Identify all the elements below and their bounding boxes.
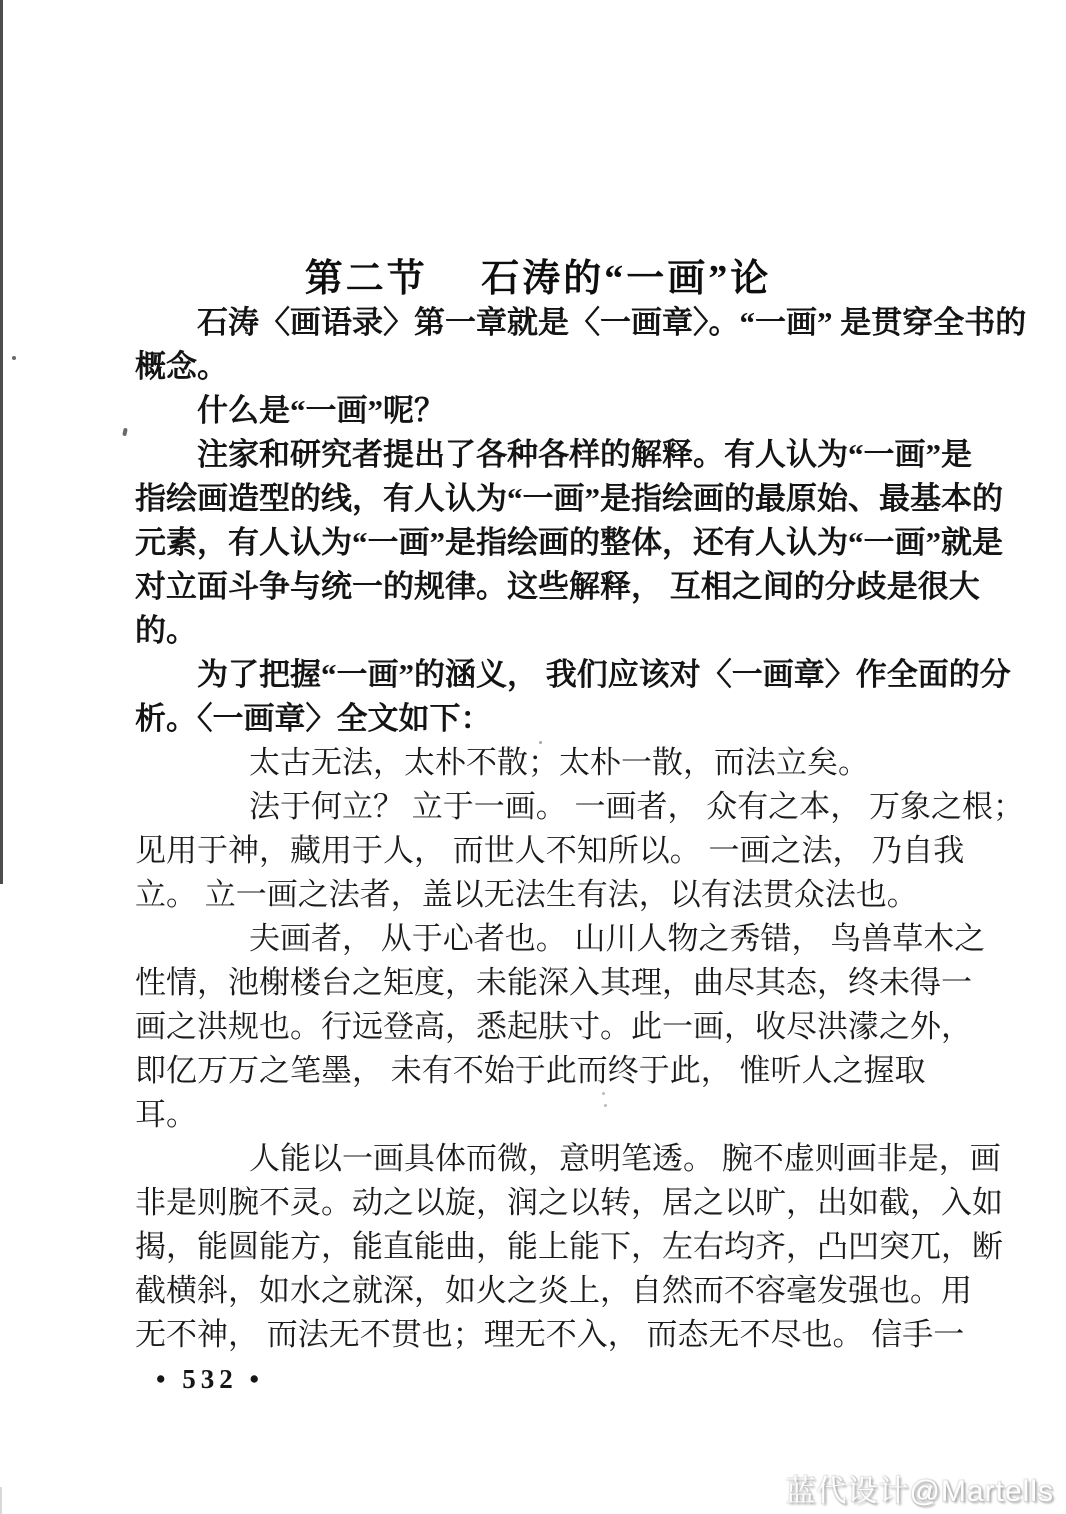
body-line: 为了把握“一画”的涵义， 我们应该对〈一画章〉作全面的分: [197, 657, 1011, 692]
quote-line: 太古无法，太朴不散；太朴一散，而法立矣。: [249, 745, 869, 780]
watermark: 蓝代设计@Martells: [785, 1475, 1054, 1508]
quote-line: 无不神， 而法无不贯也；理无不入， 而态无不尽也。 信手一: [135, 1317, 965, 1352]
body-line: 概念。: [135, 349, 228, 384]
quote-line: 人能以一画具体而微，意明笔透。 腕不虚则画非是，画: [249, 1141, 1001, 1176]
body-line: 注家和研究者提出了各种各样的解释。有人认为“一画”是: [197, 437, 972, 472]
body-line: 指绘画造型的线，有人认为“一画”是指绘画的最原始、最基本的: [135, 481, 1003, 516]
body-line: 析。〈一画章〉全文如下：: [135, 701, 492, 736]
quote-line: 截横斜，如水之就深，如火之炎上，自然而不容毫发强也。用: [135, 1273, 972, 1308]
scan-speck: [12, 356, 16, 360]
section-title: 第二节 石涛的“一画”论: [304, 258, 772, 301]
quote-line: 非是则腕不灵。动之以旋，润之以转，居之以旷，出如截，入如: [135, 1185, 1003, 1220]
quote-line: 揭，能圆能方，能直能曲，能上能下，左右均齐，凸凹突兀，断: [135, 1229, 1003, 1264]
quote-line: 夫画者， 从于心者也。 山川人物之秀错， 鸟兽草木之: [249, 921, 986, 956]
quote-line: 立。 立一画之法者，盖以无法生有法，以有法贯众法也。: [135, 877, 918, 912]
body-line: 对立面斗争与统一的规律。这些解释， 互相之间的分歧是很大: [135, 569, 980, 604]
quote-line: 见用于神，藏用于人， 而世人不知所以。 一画之法， 乃自我: [135, 833, 965, 868]
body-line: 元素，有人认为“一画”是指绘画的整体，还有人认为“一画”就是: [135, 525, 1003, 560]
quote-line: 耳。: [135, 1097, 197, 1132]
text-block: [135, 301, 1030, 1357]
page-number: • 532 •: [156, 1364, 264, 1394]
quote-line: 法于何立？ 立于一画。 一画者， 众有之本， 万象之根；: [249, 789, 1024, 824]
scan-edge-line-bottom: [0, 1487, 2, 1514]
body-line: 石涛〈画语录〉第一章就是〈一画章〉。“一画” 是贯穿全书的: [197, 305, 1027, 340]
quote-line: 即亿万万之笔墨， 未有不始于此而终于此， 惟听人之握取: [135, 1053, 926, 1088]
scan-edge-line: [0, 0, 3, 884]
quote-line: 画之洪规也。行远登高，悉起肤寸。此一画，收尽洪濛之外，: [135, 1009, 972, 1044]
scan-speck: [122, 428, 128, 437]
body-line: 什么是“一画”呢？: [197, 393, 445, 428]
quote-line: 性情，池榭楼台之矩度，未能深入其理，曲尽其态，终未得一: [135, 965, 972, 1000]
body-line: 的。: [135, 613, 197, 648]
